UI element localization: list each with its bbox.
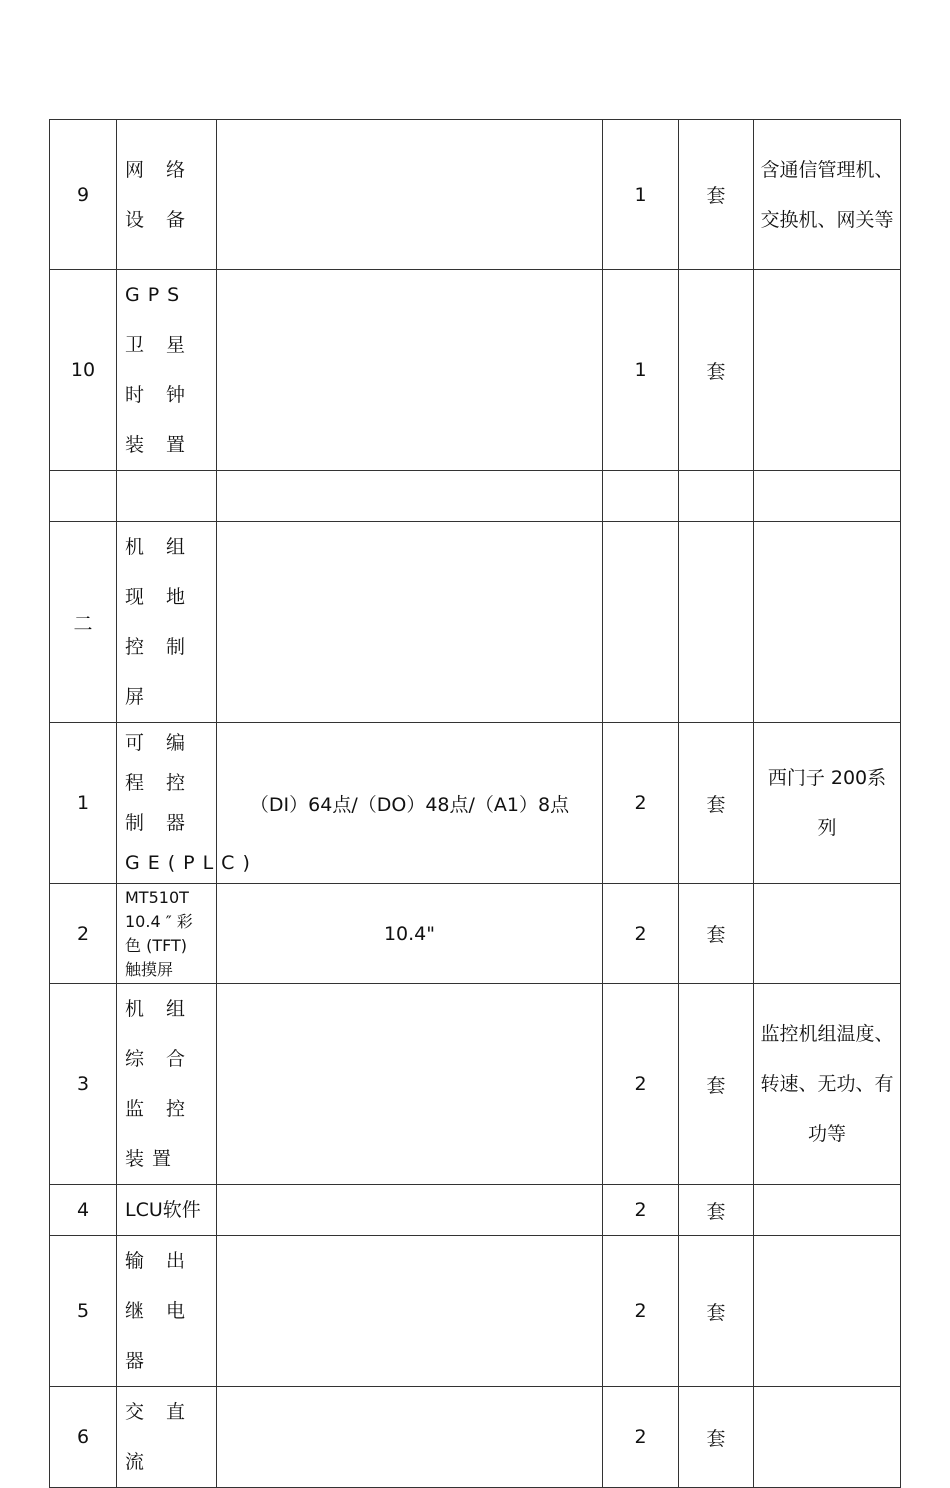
item-quantity: 2: [603, 984, 679, 1185]
item-name: GPS卫 星 时 钟 装 置: [117, 270, 217, 471]
item-unit: 套: [679, 1236, 754, 1387]
item-spec: [217, 1387, 603, 1488]
item-unit: 套: [679, 723, 754, 884]
table-row: [50, 1236, 901, 1387]
item-quantity: 2: [603, 1387, 679, 1488]
item-spec: [217, 471, 603, 522]
item-name: 可 编 程 控 制 器 GE(PLC): [117, 723, 217, 884]
item-quantity: 2: [603, 1185, 679, 1236]
item-remark: 监控机组温度、转速、无功、有功等: [754, 984, 901, 1185]
table-row: [50, 723, 901, 884]
row-number: 4: [50, 1185, 117, 1236]
item-spec: [217, 120, 603, 270]
item-quantity: 1: [603, 270, 679, 471]
item-name: 机 组 现 地 控 制 屏: [117, 522, 217, 723]
item-remark: [754, 522, 901, 723]
item-name: MT510T 10.4 ″ 彩 色 (TFT) 触摸屏: [117, 884, 217, 984]
item-unit: 套: [679, 120, 754, 270]
item-name: [117, 471, 217, 522]
item-quantity: [603, 522, 679, 723]
item-spec: （DI）64点/（DO）48点/（A1）8点: [217, 723, 603, 884]
item-name: LCU软件: [117, 1185, 217, 1236]
item-remark: [754, 1387, 901, 1488]
table-row: [50, 120, 901, 270]
item-name: 输 出 继 电器: [117, 1236, 217, 1387]
row-number: 6: [50, 1387, 117, 1488]
item-remark: 西门子 200系列: [754, 723, 901, 884]
row-number: 5: [50, 1236, 117, 1387]
item-remark: 含通信管理机、交换机、网关等: [754, 120, 901, 270]
item-name: 机 组 综 合 监 控 装置: [117, 984, 217, 1185]
item-unit: 套: [679, 270, 754, 471]
item-remark: [754, 270, 901, 471]
table-row: [50, 884, 901, 984]
row-number: 二: [50, 522, 117, 723]
item-quantity: [603, 471, 679, 522]
table-row: [50, 270, 901, 471]
item-quantity: 2: [603, 884, 679, 984]
item-spec: [217, 270, 603, 471]
item-remark: [754, 884, 901, 984]
item-name: 网 络 设 备: [117, 120, 217, 270]
item-name: 交 直 流: [117, 1387, 217, 1488]
row-number: 10: [50, 270, 117, 471]
item-unit: 套: [679, 1387, 754, 1488]
item-spec: [217, 984, 603, 1185]
table-row: [50, 1185, 901, 1236]
equipment-table: [49, 119, 901, 1488]
item-unit: [679, 471, 754, 522]
item-unit: [679, 522, 754, 723]
row-number: 2: [50, 884, 117, 984]
item-remark: [754, 1236, 901, 1387]
item-spec: [217, 1185, 603, 1236]
table-row: [50, 984, 901, 1185]
item-spec: 10.4": [217, 884, 603, 984]
item-unit: 套: [679, 984, 754, 1185]
table-row: [50, 471, 901, 522]
item-unit: 套: [679, 1185, 754, 1236]
item-unit: 套: [679, 884, 754, 984]
item-quantity: 1: [603, 120, 679, 270]
row-number: 1: [50, 723, 117, 884]
row-number: 9: [50, 120, 117, 270]
table-row: [50, 1387, 901, 1488]
item-quantity: 2: [603, 723, 679, 884]
item-spec: [217, 1236, 603, 1387]
row-number: [50, 471, 117, 522]
table-row: [50, 522, 901, 723]
item-quantity: 2: [603, 1236, 679, 1387]
item-spec: [217, 522, 603, 723]
row-number: 3: [50, 984, 117, 1185]
item-remark: [754, 1185, 901, 1236]
item-remark: [754, 471, 901, 522]
